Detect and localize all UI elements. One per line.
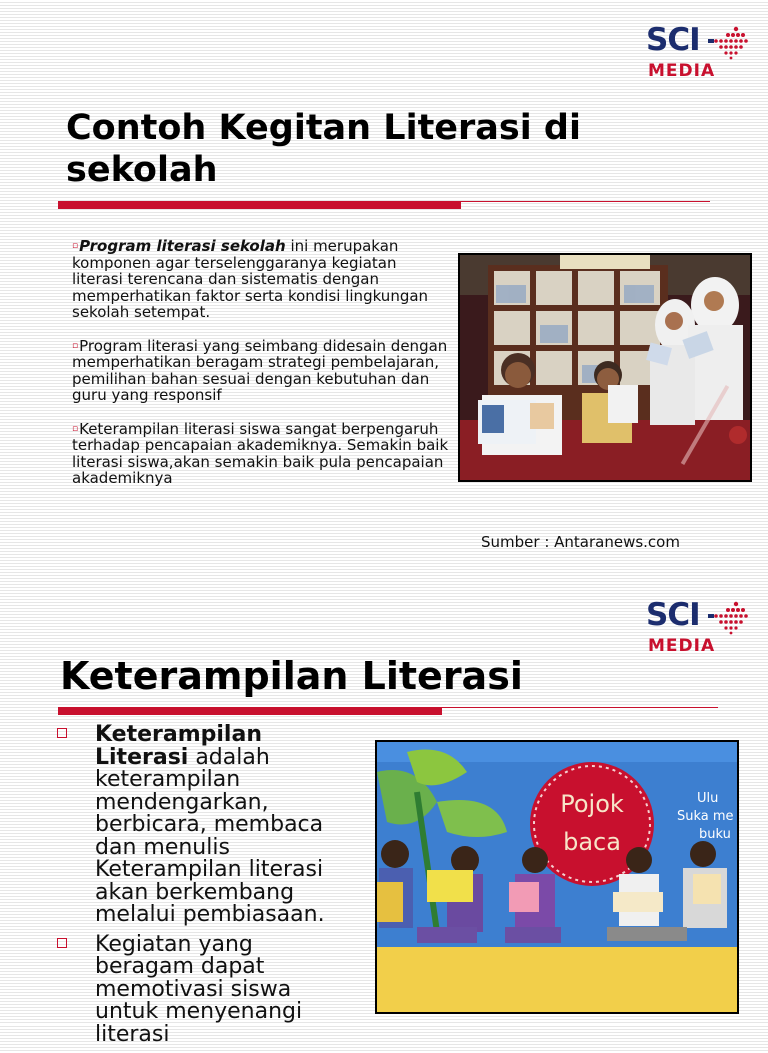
students-reading-photo [458,253,752,482]
bullet-item [72,338,450,404]
bullet-text: ini merupakan komponen agar terselenggaranya kegiatan literasi terencana dan sistematis dengan memperhatikan faktor serta kondisi lingkungan sekolah setempat. [72,237,429,321]
logo-sci-text: SCI [646,597,700,633]
reading-corner-photo [375,740,739,1014]
bullet-item [57,724,357,927]
bullet-marker-icon: ▫ [72,241,79,251]
wall-text-3: buku [699,827,731,842]
wall-text-2: Suka me [677,809,734,824]
bullet-square-icon [57,938,67,948]
logo-media-text: MEDIA [648,636,716,656]
bullet-square-icon [57,728,67,738]
logo-sci-text: SCI [646,22,700,58]
slide-2-title: Keterampilan Literasi [60,654,523,698]
bullet-text: adalah keterampilan mendengarkan, berbicara, membaca dan menulis Keterampilan literasi akan berkembang melalui pembiasaan. [95,744,325,927]
title-underline-thick [58,708,442,715]
sign-text-baca: baca [563,828,621,856]
title-underline-thick [58,202,461,209]
bullet-lead-text: Program literasi sekolah [79,237,286,255]
bullet-marker-icon: ▫ [72,340,79,351]
photo-source-caption: Sumber : Antaranews.com [481,533,680,551]
bullet-item [72,238,450,321]
slide-1-title: Contoh Kegitan Literasi di sekolah [66,108,581,190]
slide-2-bullet-list [57,724,357,1053]
sign-text-pojok: Pojok [560,790,624,818]
logo-dots-icon [708,26,748,60]
logo-media-text: MEDIA [648,61,716,81]
sci-media-logo [646,597,750,659]
wall-text-1: Ulu [697,791,719,806]
bullet-lead-text: Keterampilan Literasi [95,722,262,770]
logo-dots-icon [708,601,748,635]
slide-1-bullet-list [72,238,450,504]
bullet-text: Kegiatan yang beragam dapat memotivasi siswa untuk menyenangi literasi [95,931,303,1047]
bullet-item [57,931,357,1047]
sci-media-logo [646,22,750,84]
bullet-marker-icon: ▫ [72,423,79,434]
bullet-item [72,421,450,487]
slide-2 [0,585,768,1047]
bullet-text: Keterampilan literasi siswa sangat berpengaruh terhadap pencapaian akademiknya. Semakin baik literasi siswa,akan semakin baik pula pencapaian akademiknya [72,419,449,487]
bullet-text: Program literasi yang seimbang didesain dengan memperhatikan beragam strategi pembelajaran, pemilihan bahan sesuai dengan kebutuhan dan guru yang responsif [72,336,448,404]
